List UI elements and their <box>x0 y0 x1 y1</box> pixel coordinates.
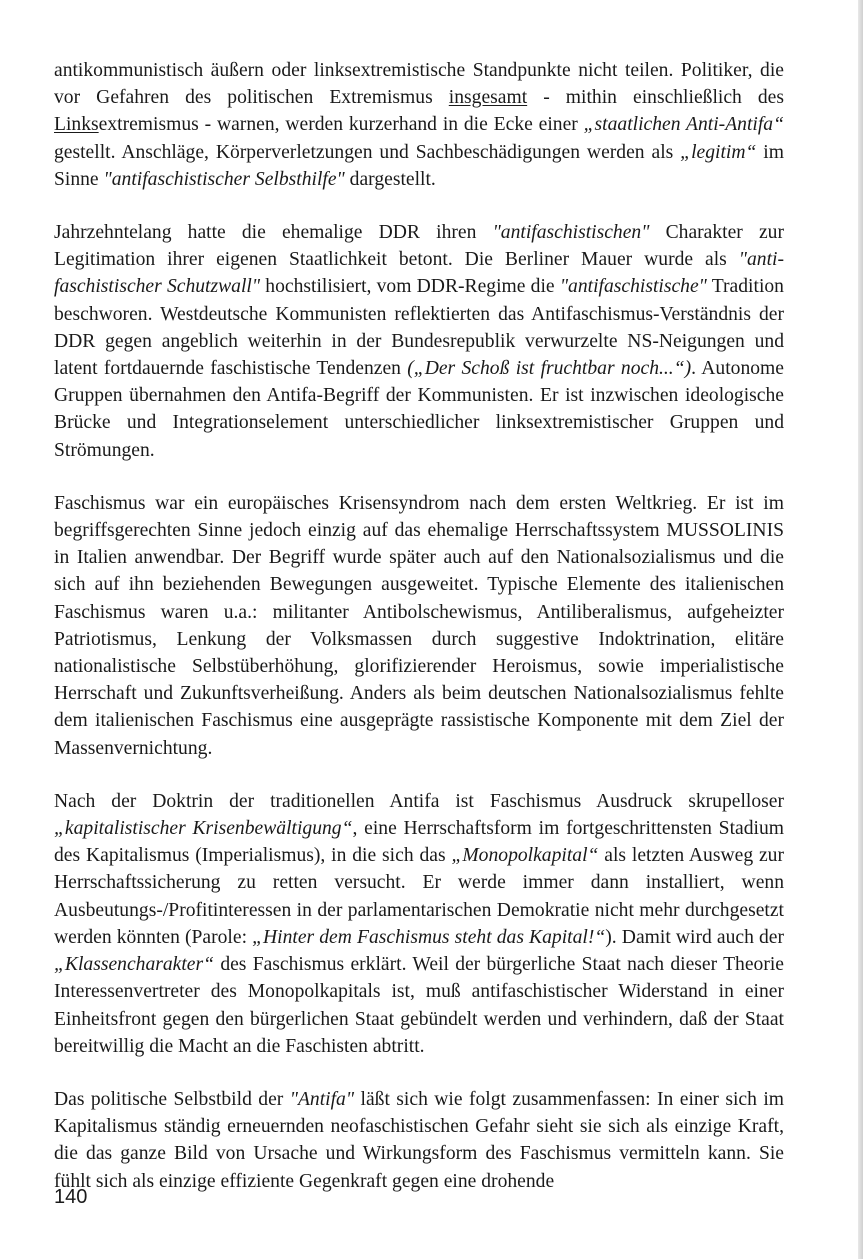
italic-text: "antifaschistischer Selbsthilfe" <box>103 168 345 190</box>
text-segment: . Autonome Gruppen übernahmen den Antifa-Begriff der Kommunisten. Er ist inzwischen ideologische Brücke und Integrationselement unterschiedlicher linksextremistischer Gruppen und Strömungen. <box>54 358 784 461</box>
text-segment: extremismus - warnen, werden kurzerhand in die Ecke einer <box>98 114 584 136</box>
italic-text: „Monopolkapital“ <box>451 845 599 867</box>
text-segment: gestellt. Anschläge, Körperverletzungen und Sachbeschädigungen werden als <box>54 141 681 163</box>
text-segment: Faschismus war ein europäisches Krisensyndrom nach dem ersten Weltkrieg. Er ist im begriffsgerechten Sinne jedoch einzig auf das ehemalige Herrschaftssystem MUSSOLINIS in Italien anwendbar. Der Begriff wurde später auch auf den Nationalsozialismus und die sich auf ihn beziehenden Bewegungen ausgeweitet. Typische Elemente des italienischen Faschismus waren u.a.: militanter Antibolschewismus, Antiliberalismus, aufgeheizter Patriotismus, Lenkung der Volksmassen durch suggestive Indoktrination, elitäre nationalistische Selbstüberhöhung, glorifizierender Heroismus, sowie imperialistische Herrschaft und Zukunftsverheißung. Anders als beim deutschen Nationalsozialismus fehlte dem italienischen Faschismus eine ausgeprägte rassistische Komponente mit dem Ziel der Massenvernichtung. <box>54 492 784 759</box>
italic-text: „legitim“ <box>680 141 757 163</box>
text-segment: als letzten Ausweg zur Herrschaftssicherung zu retten versucht. Er werde immer dann installiert, wenn Ausbeutungs-/Profitinteressen in der parlamentarischen Demokratie nicht mehr durchgesetzt werden könnten (Parole: <box>54 845 784 948</box>
italic-text: „staatlichen Anti-Antifa“ <box>583 114 784 136</box>
italic-text: („Der Schoß ist fruchtbar noch...“) <box>407 358 692 380</box>
text-segment: Das politische Selbstbild der <box>54 1088 290 1110</box>
text-segment: Tradition beschworen. Westdeutsche Kommunisten reflektierten das Antifaschismus-Verständnis der DDR gegen angeblich weiterhin in der Bundesrepublik verwurzelte NS-Neigungen und latent fortdauernde faschistische Tendenzen <box>54 276 784 380</box>
italic-text: „Hinter dem Faschismus steht das Kapital!“ <box>252 926 606 948</box>
underlined-text: insgesamt <box>448 87 528 109</box>
underlined-text: Links <box>54 114 99 136</box>
italic-text: "antifaschistischer Schutzwall" <box>54 249 784 298</box>
text-segment: hochstilisiert, vom DDR-Regime die <box>260 276 560 298</box>
text-segment: Nach der Doktrin der traditionellen Antifa ist Faschismus Ausdruck skrupelloser <box>54 790 784 812</box>
text-segment: , eine Herrschaftsform im fortgeschrittensten Stadium des Kapitalismus (Imperialismus), in die sich das <box>54 818 784 867</box>
paragraph-4 <box>54 788 784 1060</box>
text-segment: des Faschismus erklärt. Weil der bürgerliche Staat nach dieser Theorie Interessenvertreter des Monopolkapitals ist, muß antifaschistischer Widerstand in einer Einheitsfront gegen den bürgerlichen Staat gebündelt werden und verhindern, daß der Staat bereitwillig die Macht an die Faschisten abtritt. <box>54 954 784 1057</box>
text-segment: ). Damit wird auch der <box>605 926 784 948</box>
paragraph-5 <box>54 1086 784 1195</box>
italic-text: "antifaschistische" <box>559 276 707 298</box>
body-text <box>54 57 784 1221</box>
italic-text: "antifaschistischen" <box>492 222 650 244</box>
italic-text: „kapitalistischer Krisenbewältigung“ <box>54 818 353 840</box>
text-segment: - mithin einschließlich des <box>527 87 784 109</box>
text-segment: Jahrzehntelang hatte die ehemalige DDR ihren <box>54 222 493 244</box>
text-segment: Charakter zur Legitimation ihrer eigenen Staatlichkeit betont. Die Berliner Mauer wurde als <box>54 222 784 271</box>
text-segment: läßt sich wie folgt zusammenfassen: In einer sich im Kapitalismus ständig erneuernden neofaschistischen Gefahr sieht sie sich als einzige Kraft, die das ganze Bild von Ursache und Wirkungsform des Faschismus vermitteln kann. Sie fühlt sich als einzige effiziente Gegenkraft gegen eine drohende <box>54 1088 784 1192</box>
italic-text: "Antifa" <box>289 1088 355 1110</box>
text-segment: dargestellt. <box>344 168 436 190</box>
paragraph-1 <box>54 57 784 193</box>
italic-text: „Klassencharakter“ <box>54 954 215 976</box>
page-number: 140 <box>54 1186 88 1208</box>
paragraph-2 <box>54 219 784 464</box>
page-edge-shadow <box>858 0 863 1259</box>
text-segment: im Sinne <box>54 141 784 190</box>
text-segment: antikommunistisch äußern oder linksextremistische Standpunkte nicht teilen. Politiker, die vor Gefahren des politischen Extremismus <box>54 60 784 109</box>
paragraph-3 <box>54 490 784 762</box>
